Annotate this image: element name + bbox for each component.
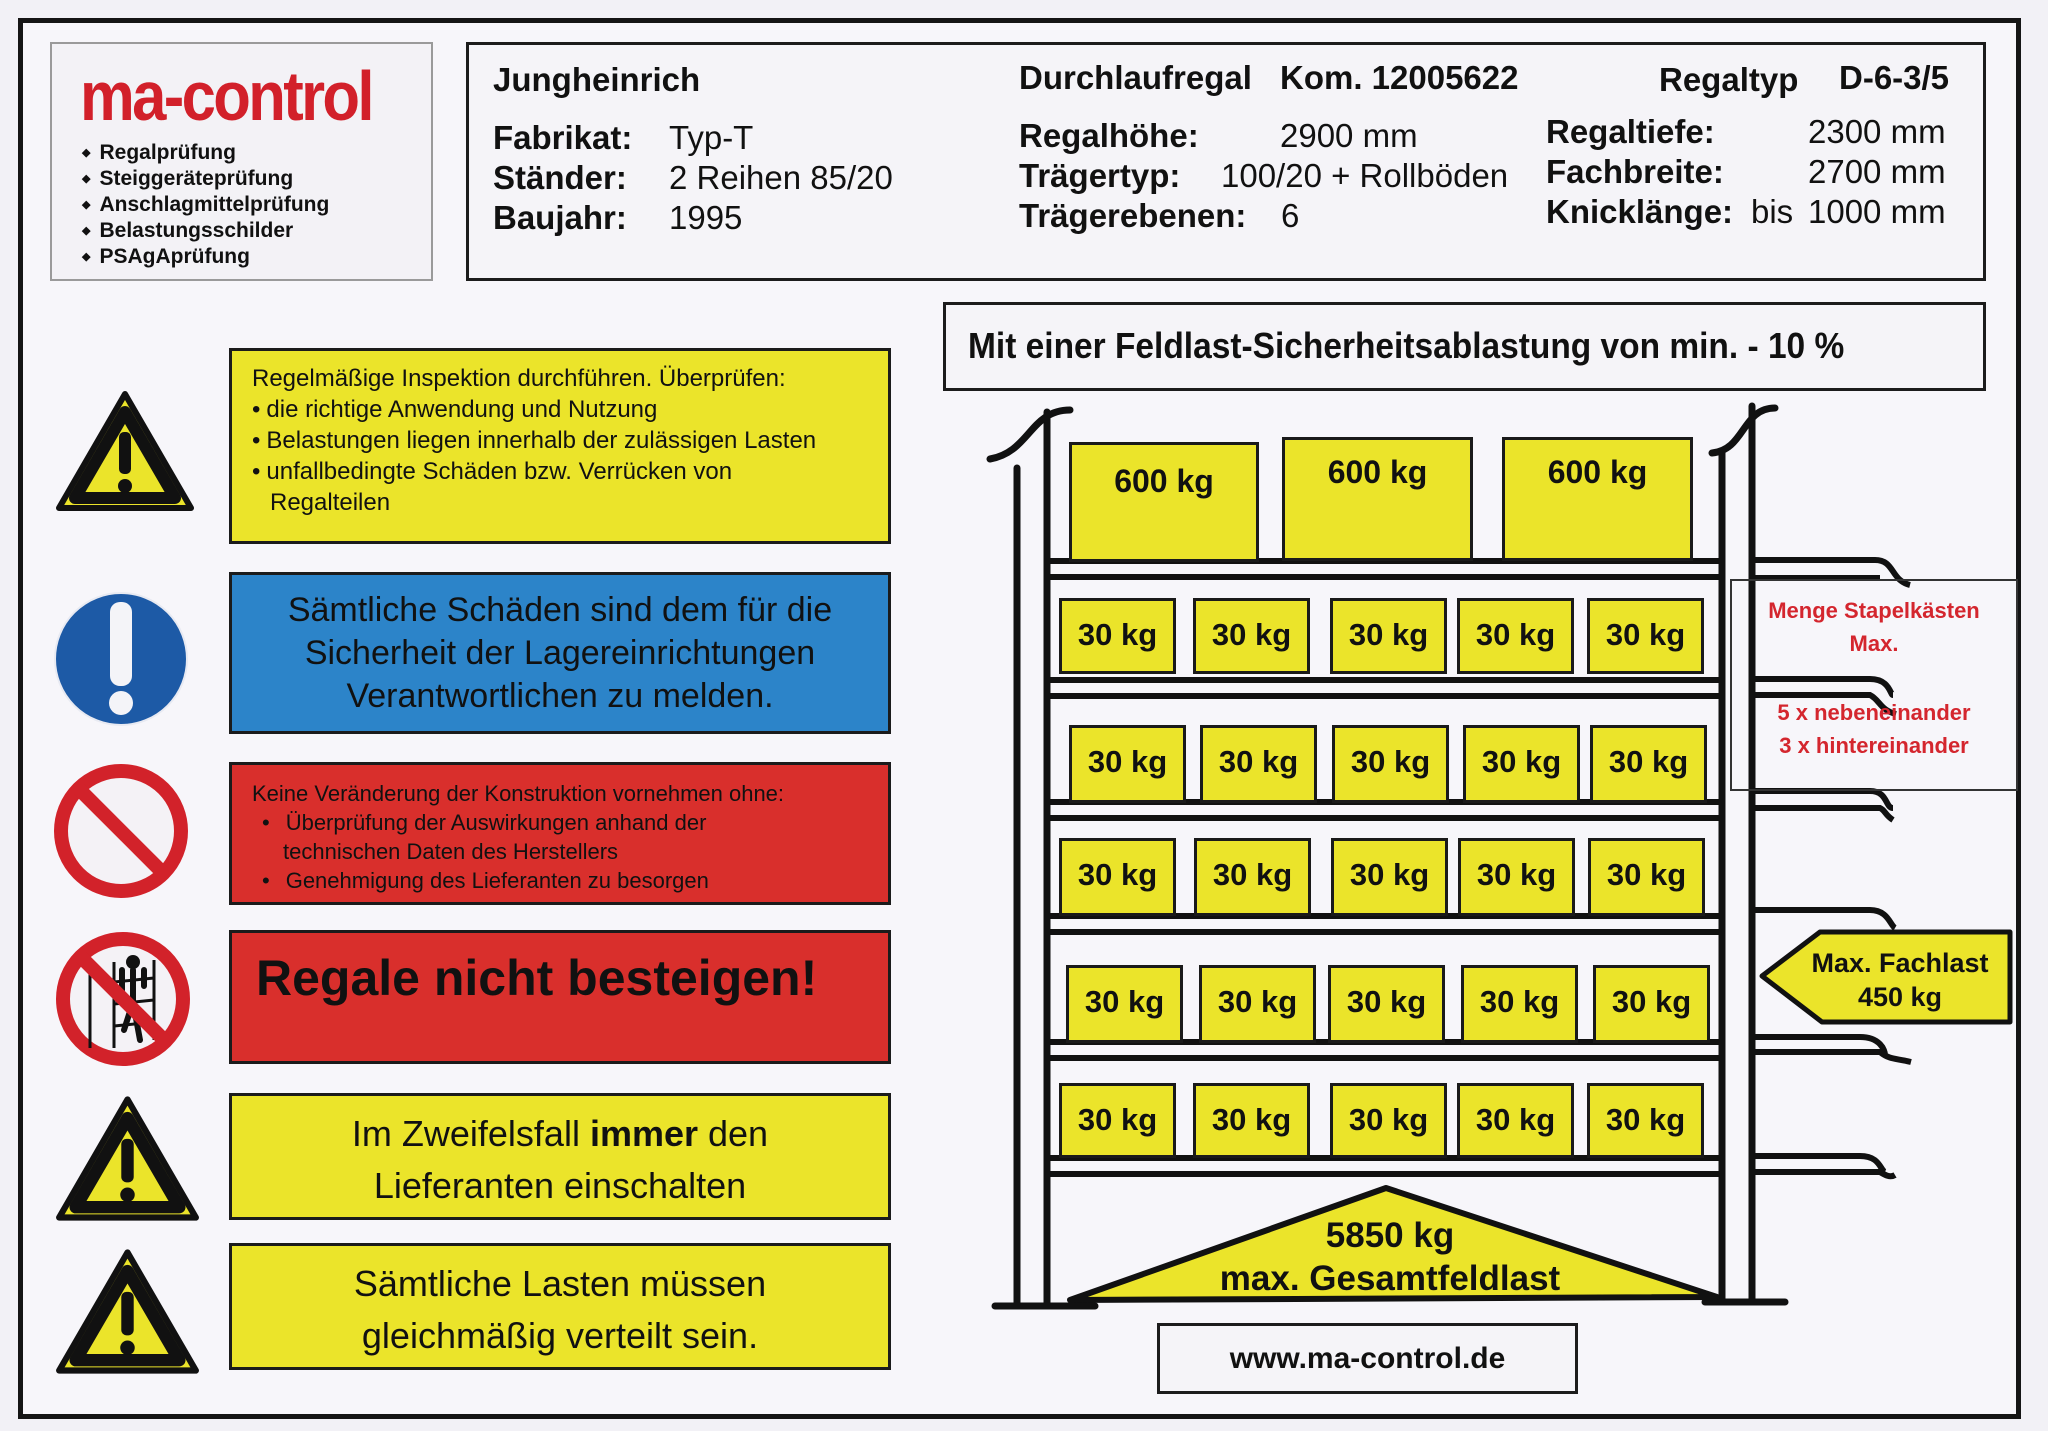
spec-prefix: bis — [1751, 193, 1794, 230]
load-box-600: 600 kg — [1502, 437, 1693, 561]
rack-kind: Durchlaufregal — [1019, 59, 1252, 96]
website-box — [1157, 1323, 1578, 1394]
load-box-30: 30 kg — [1457, 598, 1574, 674]
sign-line: Verantwortlichen zu melden. — [346, 677, 774, 715]
service-item: ◆ Anschlagmittelprüfung — [82, 192, 329, 218]
note-title: Max. — [1849, 631, 1899, 656]
spec-value: 2300 mm — [1808, 113, 1946, 150]
rack-type-value: D-6-3/5 — [1839, 59, 1950, 96]
sign-heading: Keine Veränderung der Konstruktion vornehmen ohne: — [252, 781, 785, 806]
sign-line: den — [698, 1113, 769, 1154]
service-item: ◆ Regalprüfung — [82, 140, 329, 166]
load-box-600: 600 kg — [1282, 437, 1473, 561]
load-box-30: 30 kg — [1059, 1083, 1176, 1158]
sign-bullet: • die richtige Anwendung und Nutzung — [252, 394, 816, 425]
spec-label: Fabrikat: — [493, 119, 633, 156]
commission-number: Kom. 12005622 — [1280, 59, 1519, 96]
service-item: ◆ Belastungsschilder — [82, 218, 329, 244]
load-box-30: 30 kg — [1066, 965, 1183, 1043]
sign-line: Sämtliche Schäden sind dem für die — [287, 591, 833, 629]
total-load-caption: max. Gesamtfeldlast — [1219, 1259, 1561, 1298]
spec-label: Regalhöhe: — [1019, 117, 1199, 154]
rack-type-label: Regaltyp — [1659, 61, 1799, 98]
load-box-30: 30 kg — [1461, 965, 1578, 1043]
note-line: 5 x nebeneinander — [1777, 700, 1971, 725]
sign-heading: Regelmäßige Inspektion durchführen. Überprüfen: — [252, 365, 786, 392]
load-box-30: 30 kg — [1590, 725, 1707, 803]
load-box-30: 30 kg — [1587, 1083, 1704, 1158]
load-box-30: 30 kg — [1458, 838, 1575, 916]
spec-label: Regaltiefe: — [1546, 113, 1715, 150]
load-box-30: 30 kg — [1193, 598, 1310, 674]
brand-logo: ma-control — [80, 57, 372, 135]
spec-value: 2 Reihen 85/20 — [669, 159, 893, 196]
load-box-30: 30 kg — [1069, 725, 1186, 803]
total-load-label — [1150, 1214, 1630, 1300]
load-box-30: 30 kg — [1199, 965, 1316, 1043]
spec-label: Trägerebenen: — [1019, 197, 1247, 234]
spec-label: Trägertyp: — [1019, 157, 1181, 194]
max-shelf-load-arrow — [1800, 946, 2000, 1014]
sign-bullet-continuation: technischen Daten des Herstellers — [283, 839, 619, 864]
sign-line: Sämtliche Lasten müssen — [353, 1263, 767, 1304]
max-load-value: 450 kg — [1857, 982, 1943, 1012]
sign-line: Sicherheit der Lagereinrichtungen — [304, 634, 816, 672]
sign-bullet-continuation: Regalteilen — [270, 489, 391, 516]
note-line: 3 x hintereinander — [1779, 733, 1969, 758]
load-box-30: 30 kg — [1059, 838, 1176, 916]
load-box-30: 30 kg — [1593, 965, 1710, 1043]
sign-bullet: Überprüfung der Auswirkungen anhand der — [285, 810, 707, 835]
sign-bullet: • Belastungen liegen innerhalb der zulässigen Lasten — [252, 425, 816, 456]
service-item: ◆ Steiggeräteprüfung — [82, 166, 329, 192]
sign-text: Regale nicht besteigen! — [256, 950, 818, 1006]
max-load-label: Max. Fachlast — [1811, 948, 1989, 978]
spec-value: 2700 mm — [1808, 153, 1946, 190]
spec-value: 2900 mm — [1280, 117, 1418, 154]
spec-value: Typ-T — [669, 119, 754, 156]
manufacturer: Jungheinrich — [493, 61, 701, 98]
load-box-30: 30 kg — [1194, 838, 1311, 916]
spec-label: Fachbreite: — [1546, 153, 1724, 190]
service-item: ◆ PSAgAprüfung — [82, 244, 329, 270]
spec-value: 100/20 + Rollböden — [1221, 157, 1509, 194]
load-box-30: 30 kg — [1193, 1083, 1310, 1158]
sign-emphasis: immer — [589, 1113, 699, 1154]
load-box-30: 30 kg — [1328, 965, 1445, 1043]
no-modification-sign: Keine Veränderung der Konstruktion vornehmen ohne: • Überprüfung der Auswirkungen anhand der technischen Daten des Herstellers • Genehmigung des Lieferanten zu besorgen — [229, 762, 891, 905]
sign-bullet: • unfallbedingte Schäden bzw. Verrücken von — [252, 456, 816, 487]
spec-value: 1995 — [669, 199, 743, 236]
load-box-30: 30 kg — [1457, 1083, 1574, 1158]
spec-label: Knicklänge: — [1546, 193, 1734, 230]
sign-line: Im Zweifelsfall — [351, 1113, 590, 1154]
note-title: Menge Stapelkästen — [1768, 598, 1980, 623]
load-box-30: 30 kg — [1330, 1083, 1447, 1158]
total-load-value: 5850 kg — [1325, 1216, 1455, 1255]
website-link[interactable]: www.ma-control.de — [1229, 1342, 1506, 1375]
banner-text: Mit einer Feldlast-Sicherheitsablastung von min. - 10 % — [968, 325, 1845, 366]
load-box-30: 30 kg — [1588, 838, 1705, 916]
spec-label: Ständer: — [493, 159, 627, 196]
load-box-30: 30 kg — [1330, 598, 1447, 674]
stack-limit-note — [1731, 594, 2017, 762]
sign-line: gleichmäßig verteilt sein. — [361, 1315, 759, 1356]
sign-line: Lieferanten einschalten — [373, 1165, 747, 1206]
spec-value: 6 — [1281, 197, 1300, 234]
load-box-30: 30 kg — [1463, 725, 1580, 803]
spec-label: Baujahr: — [493, 199, 627, 236]
load-box-30: 30 kg — [1587, 598, 1704, 674]
spec-value: 1000 mm — [1808, 193, 1946, 230]
load-box-30: 30 kg — [1059, 598, 1176, 674]
load-box-30: 30 kg — [1332, 725, 1449, 803]
load-box-30: 30 kg — [1331, 838, 1448, 916]
load-box-30: 30 kg — [1200, 725, 1317, 803]
load-box-600: 600 kg — [1069, 442, 1259, 562]
sign-bullet: Genehmigung des Lieferanten zu besorgen — [285, 868, 709, 893]
